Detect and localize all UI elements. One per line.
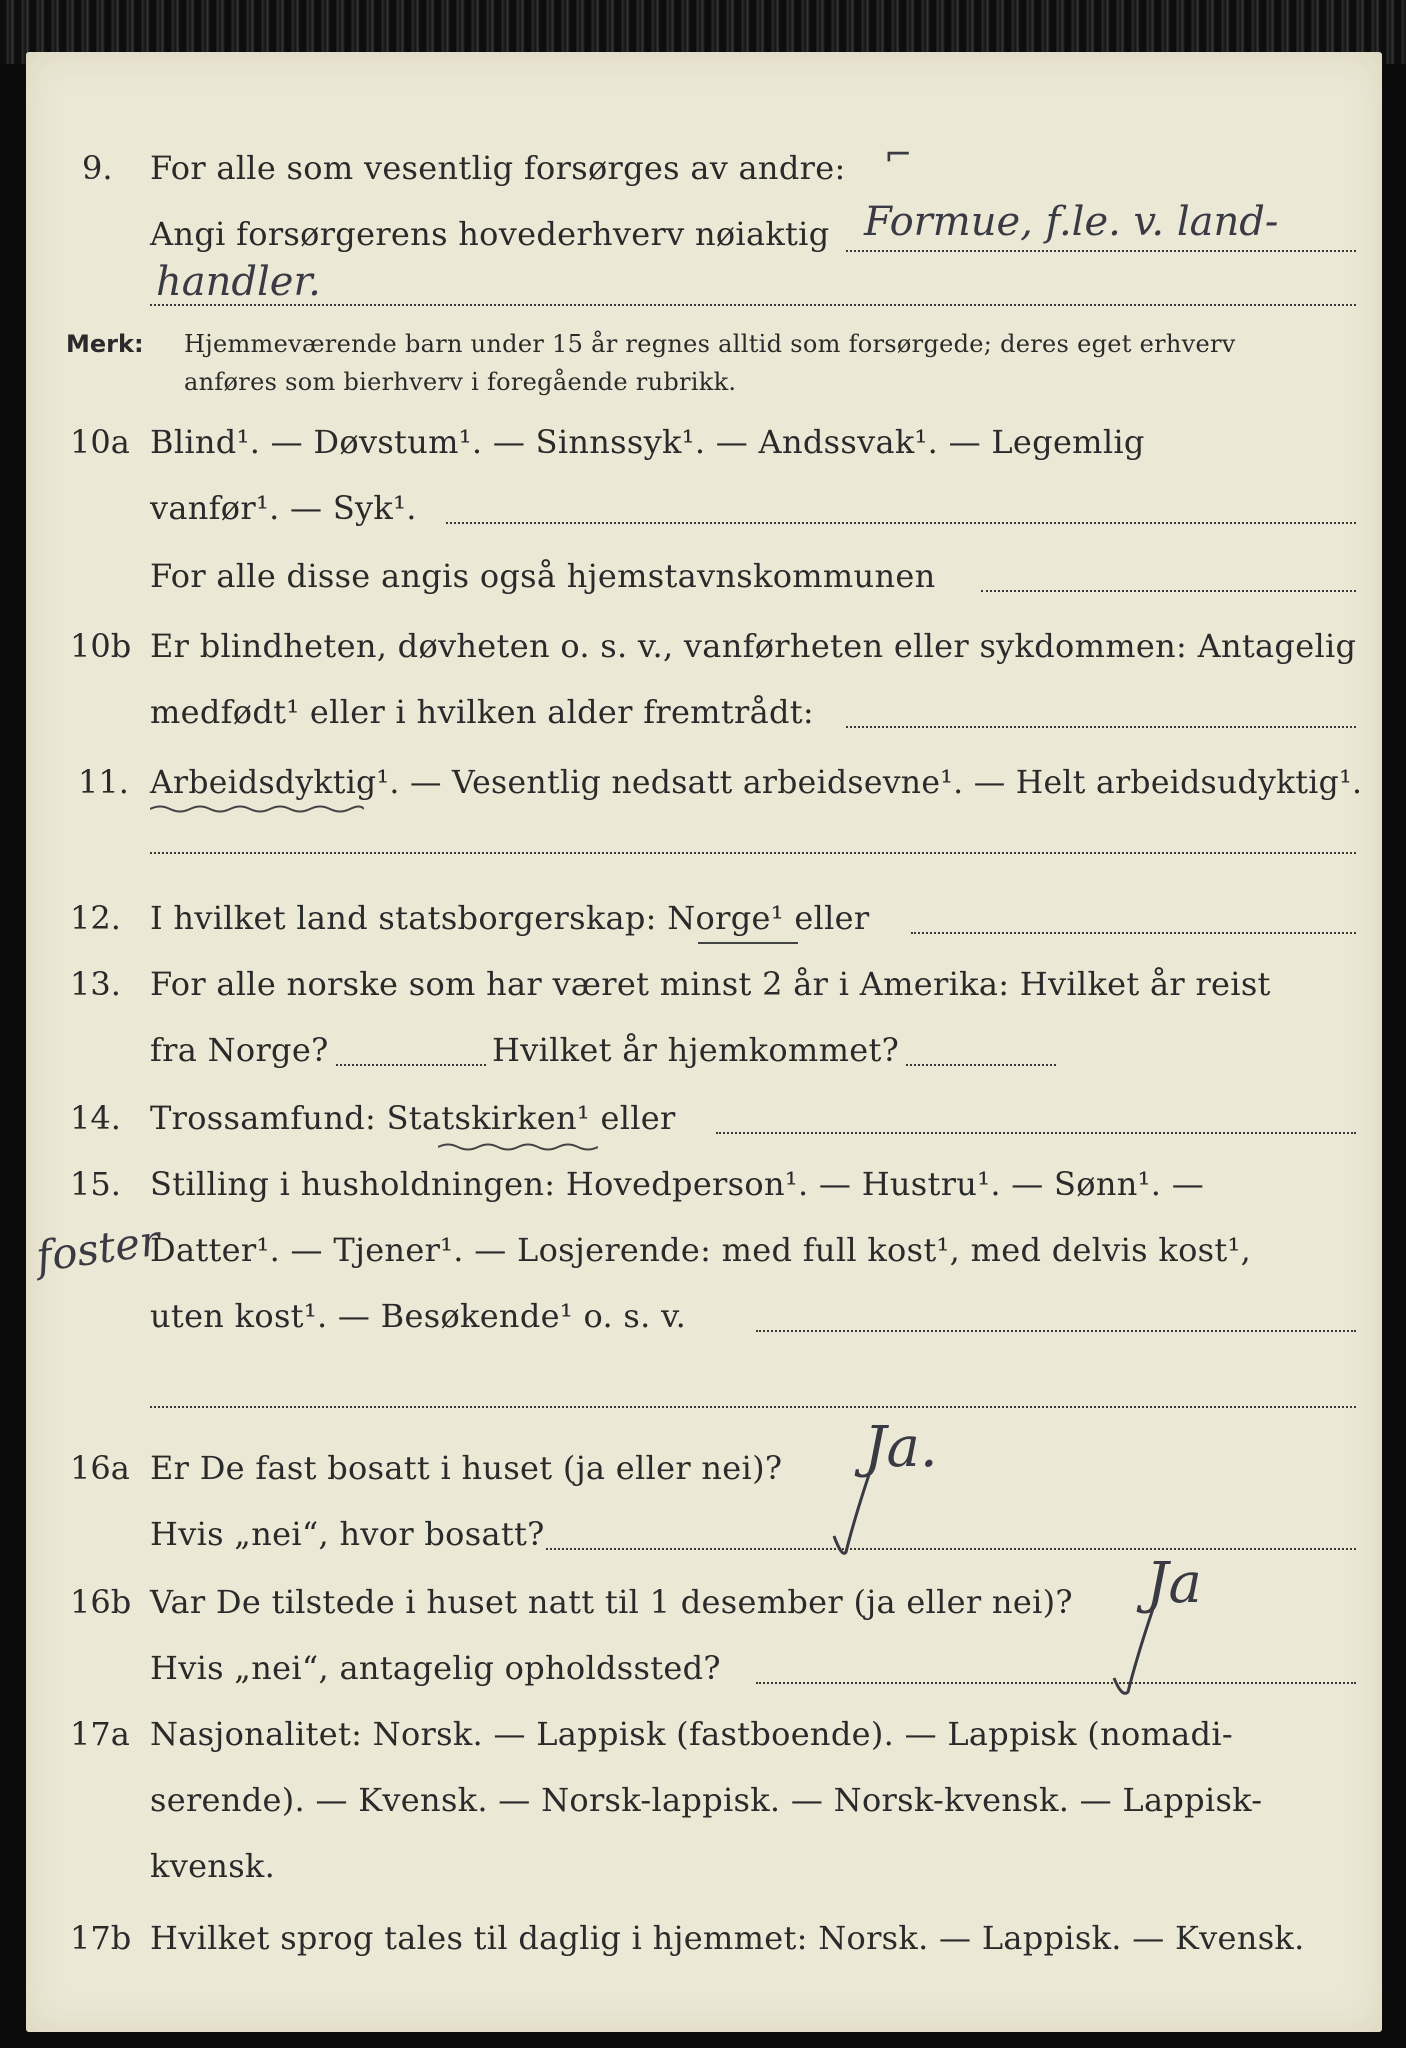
q17b-line1: Hvilket sprog tales til daglig i hjemmet: Norsk. — Lappisk. — Kvensk. [150, 1919, 1305, 1957]
q10a-line2: vanfør¹. — Syk¹. [150, 489, 417, 527]
item-number-10b: 10b [70, 627, 132, 665]
q17a-line3: kvensk. [150, 1847, 276, 1885]
item-number-14: 14. [70, 1099, 121, 1137]
item-number-10a: 10a [70, 423, 130, 461]
q9-handwritten-answer-2: handler. [156, 259, 321, 305]
q9-bracket-mark: ⌐ [884, 135, 913, 175]
q16a-answer-line [546, 1548, 1356, 1550]
q10b-line1: Er blindheten, døvheten o. s. v., vanførheten eller sykdommen: Antagelig [150, 627, 1357, 665]
item-number-12: 12. [70, 899, 121, 937]
item-number-16a: 16a [70, 1449, 130, 1487]
q13-reist-answer-line [336, 1064, 486, 1066]
q16a-handwritten-answer: Ja. [864, 1415, 938, 1480]
q13-line2b: Hvilket år hjemkommet? [492, 1031, 900, 1069]
q17a-line2: serende). — Kvensk. — Norsk-lappisk. — Norsk-kvensk. — Lappisk- [150, 1781, 1263, 1819]
merk-line2: anføres som bierhverv i foregående rubrikk. [184, 368, 737, 396]
q9-answer-line-2 [150, 304, 1356, 306]
q12-norge-underline [698, 942, 798, 944]
q13-line1: For alle norske som har været minst 2 år i Amerika: Hvilket år reist [150, 965, 1271, 1003]
q12-line1: I hvilket land statsborgerskap: Norge¹ eller [150, 899, 870, 937]
q9-answer-line-1 [846, 250, 1356, 252]
q16b-line1: Var De tilstede i huset natt til 1 desember (ja eller nei)? [150, 1583, 1073, 1621]
q11-line1: Arbeidsdyktig¹. — Vesentlig nedsatt arbeidsevne¹. — Helt arbeidsudyktig¹. [150, 763, 1363, 801]
merk-line1: Hjemmeværende barn under 15 år regnes alltid som forsørgede; deres eget erhverv [184, 330, 1236, 358]
q17a-line1: Nasjonalitet: Norsk. — Lappisk (fastboende). — Lappisk (nomadi- [150, 1715, 1233, 1753]
q10a-answer-line-1 [446, 522, 1356, 524]
q10a-answer-line-2 [981, 590, 1356, 592]
item-number-16b: 16b [70, 1583, 132, 1621]
item-number-11: 11. [78, 763, 129, 801]
census-form-page [26, 52, 1382, 2032]
q14-handwritten-underline [438, 1142, 598, 1152]
q10b-answer-line [846, 726, 1356, 728]
q10b-line2: medfødt¹ eller i hvilken alder fremtrådt: [150, 693, 814, 731]
q16b-handwritten-answer: Ja [1146, 1551, 1202, 1616]
q16a-line2: Hvis „nei“, hvor bosatt? [150, 1515, 545, 1553]
q16b-line2: Hvis „nei“, antagelig opholdssted? [150, 1649, 721, 1687]
item-number-9: 9. [82, 149, 113, 187]
q9-line1: For alle som vesentlig forsørges av andre: [150, 149, 846, 187]
q14-line1: Trossamfund: Statskirken¹ eller [150, 1099, 676, 1137]
q12-answer-line [911, 932, 1356, 934]
q15-line2: Datter¹. — Tjener¹. — Losjerende: med full kost¹, med delvis kost¹, [150, 1231, 1252, 1269]
q16b-answer-line [756, 1682, 1356, 1684]
q13-hjemkommet-answer-line [906, 1064, 1056, 1066]
q11-answer-line [150, 852, 1356, 854]
q13-line2a: fra Norge? [150, 1031, 329, 1069]
q9-handwritten-answer-1: Formue, f.le. v. land- [864, 199, 1279, 245]
item-number-13: 13. [70, 965, 121, 1003]
q15-line3: uten kost¹. — Besøkende¹ o. s. v. [150, 1297, 687, 1335]
q11-handwritten-underline [150, 804, 364, 814]
item-number-17b: 17b [70, 1919, 132, 1957]
q10a-line3: For alle disse angis også hjemstavnskommunen [150, 557, 936, 595]
q10a-line1: Blind¹. — Døvstum¹. — Sinnssyk¹. — Andssvak¹. — Legemlig [150, 423, 1145, 461]
item-number-15: 15. [70, 1165, 121, 1203]
q16a-answer-stroke [826, 1452, 886, 1562]
q16b-answer-stroke [1106, 1592, 1166, 1702]
q14-answer-line [716, 1132, 1356, 1134]
q9-line2: Angi forsørgerens hovederhverv nøiaktig [150, 215, 830, 253]
q16a-line1: Er De fast bosatt i huset (ja eller nei)? [150, 1449, 783, 1487]
q15-line1: Stilling i husholdningen: Hovedperson¹. — Hustru¹. — Sønn¹. — [150, 1165, 1205, 1203]
q15-answer-line-2 [150, 1406, 1356, 1408]
q15-handwritten-note: foster [33, 1215, 163, 1282]
q15-answer-line-1 [756, 1330, 1356, 1332]
merk-label: Merk: [66, 330, 144, 358]
item-number-17a: 17a [70, 1715, 130, 1753]
